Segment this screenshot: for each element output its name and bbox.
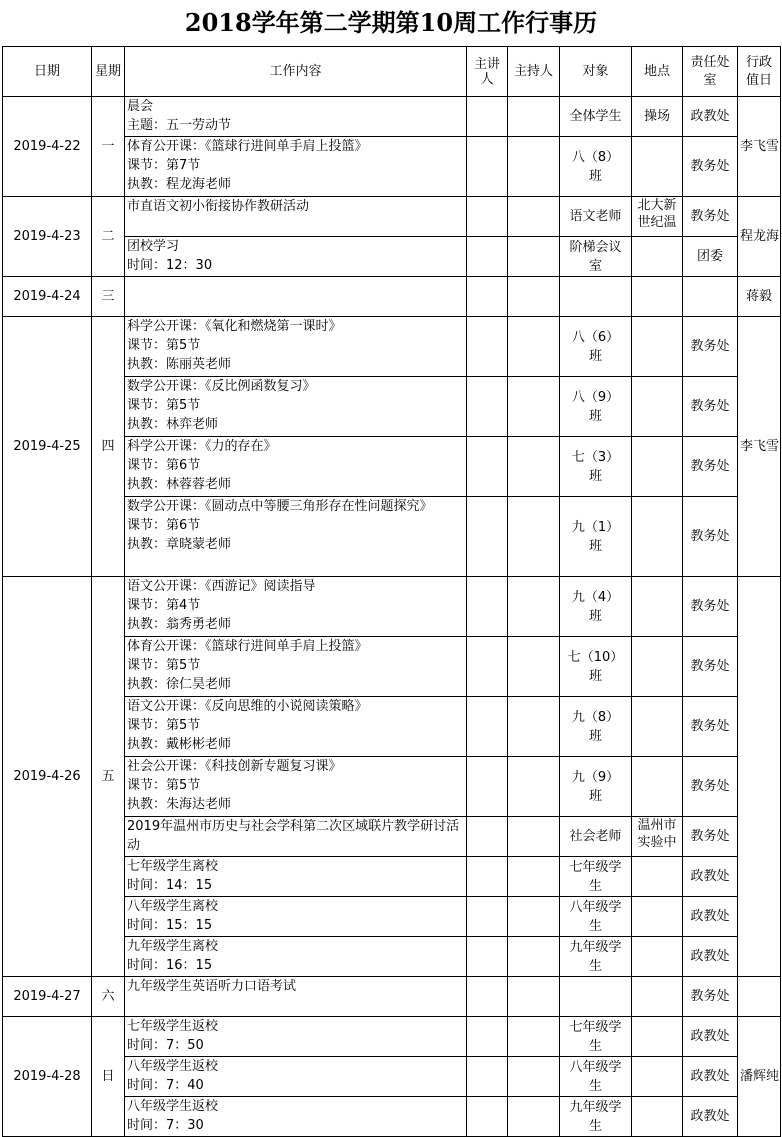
date-cell: 2019-4-28	[3, 1017, 92, 1137]
weekday-cell: 五	[92, 577, 125, 977]
dept-cell: 团委	[683, 237, 738, 277]
header-content: 工作内容	[125, 47, 467, 97]
date-cell: 2019-4-22	[3, 97, 92, 197]
content-cell	[125, 897, 467, 937]
target-cell	[560, 857, 632, 897]
date-cell: 2019-4-25	[3, 317, 92, 577]
content-line: 课节：第4节	[127, 598, 201, 613]
location-cell	[632, 137, 683, 197]
target-cell	[560, 1097, 632, 1137]
content-line: 时间：7：40	[127, 1078, 204, 1093]
content-line: 执教：林弈老师	[127, 417, 219, 432]
content-line: 七年级学生返校	[127, 1019, 219, 1034]
dept-cell: 教务处	[683, 137, 738, 197]
target-text: 九（4）班	[571, 589, 620, 624]
header-dept: 责任处室	[683, 47, 738, 97]
dept-cell: 教务处	[683, 377, 738, 437]
host-cell	[508, 697, 560, 757]
duty-cell: 李飞雪	[738, 97, 781, 197]
content-cell	[125, 757, 467, 817]
table-row	[3, 977, 781, 1017]
weekday-cell: 六	[92, 977, 125, 1017]
host-cell	[508, 97, 560, 137]
target-cell	[560, 137, 632, 197]
table-row	[3, 577, 781, 637]
host-cell	[508, 897, 560, 937]
host-cell	[508, 1057, 560, 1097]
dept-cell: 政教处	[683, 1097, 738, 1137]
target-cell	[560, 757, 632, 817]
speaker-cell	[467, 1017, 508, 1057]
content-line: 八年级学生返校	[127, 1099, 219, 1114]
target-text: 八（6）班	[571, 329, 620, 364]
dept-cell: 教务处	[683, 637, 738, 697]
target-text: 八年级学生	[569, 1059, 622, 1094]
duty-cell: 潘辉纯	[738, 1017, 781, 1137]
target-cell	[560, 317, 632, 377]
location-cell	[632, 377, 683, 437]
target-cell	[560, 277, 632, 317]
host-cell	[508, 497, 560, 577]
content-line: 九年级学生英语听力口语考试	[127, 979, 297, 994]
dept-cell: 教务处	[683, 697, 738, 757]
page-title: 2018学年第二学期第10周工作行事历	[184, 8, 598, 37]
content-cell	[125, 1057, 467, 1097]
host-cell	[508, 977, 560, 1017]
content-line: 课节：第6节	[127, 518, 201, 533]
host-cell	[508, 577, 560, 637]
location-cell	[632, 857, 683, 897]
content-cell	[125, 277, 467, 317]
weekday-cell: 一	[92, 97, 125, 197]
content-line: 课节：第5节	[127, 398, 201, 413]
speaker-cell	[467, 977, 508, 1017]
target-text: 七（10）班	[567, 649, 624, 684]
target-cell	[560, 937, 632, 977]
content-line: 体育公开课：《篮球行进间单手肩上投篮》	[127, 139, 368, 154]
target-cell	[560, 197, 632, 237]
speaker-cell	[467, 937, 508, 977]
location-cell	[632, 897, 683, 937]
content-line: 数学公开课：《圆动点中等腰三角形存在性问题探究》	[127, 499, 433, 514]
date-cell: 2019-4-26	[3, 577, 92, 977]
speaker-cell	[467, 277, 508, 317]
speaker-cell	[467, 317, 508, 377]
host-cell	[508, 937, 560, 977]
target-cell	[560, 897, 632, 937]
content-line: 执教：陈丽英老师	[127, 357, 232, 372]
target-text: 八（8）班	[571, 149, 620, 184]
target-cell	[560, 377, 632, 437]
content-line: 团校学习	[127, 239, 180, 254]
content-line: 八年级学生返校	[127, 1059, 219, 1074]
content-line: 2019年温州市历史与社会学科第二次区域联片教学研讨活动	[127, 819, 460, 853]
host-cell	[508, 437, 560, 497]
content-line: 八年级学生离校	[127, 899, 219, 914]
weekday-cell: 二	[92, 197, 125, 277]
speaker-cell	[467, 1057, 508, 1097]
dept-cell: 教务处	[683, 497, 738, 577]
content-cell	[125, 697, 467, 757]
content-line: 时间：12：30	[127, 258, 213, 273]
dept-cell: 政教处	[683, 937, 738, 977]
content-cell	[125, 317, 467, 377]
speaker-cell	[467, 697, 508, 757]
schedule-table	[2, 46, 781, 1137]
target-text: 阶梯会议室	[569, 239, 622, 274]
host-cell	[508, 757, 560, 817]
content-line: 时间：7：30	[127, 1118, 204, 1133]
target-text: 九年级学生	[569, 939, 622, 974]
content-line: 执教：章晓蒙老师	[127, 537, 232, 552]
location-cell	[632, 697, 683, 757]
location-cell	[632, 977, 683, 1017]
location-cell	[632, 937, 683, 977]
header-host: 主持人	[508, 47, 560, 97]
target-text: 九（9）班	[571, 769, 620, 804]
target-cell	[560, 437, 632, 497]
content-cell	[125, 817, 467, 857]
speaker-cell	[467, 817, 508, 857]
content-line: 社会公开课：《科技创新专题复习课》	[127, 759, 342, 774]
dept-cell: 教务处	[683, 317, 738, 377]
header-speaker: 主讲人	[467, 47, 508, 97]
target-cell	[560, 1057, 632, 1097]
location-cell	[632, 1097, 683, 1137]
content-line: 时间：16：15	[127, 958, 213, 973]
content-cell	[125, 437, 467, 497]
host-cell	[508, 277, 560, 317]
schedule-body	[3, 97, 781, 1137]
content-line: 语文公开课：《反向思维的小说阅读策略》	[127, 699, 368, 714]
date-cell: 2019-4-23	[3, 197, 92, 277]
target-cell	[560, 577, 632, 637]
location-cell	[632, 317, 683, 377]
location-cell	[632, 1017, 683, 1057]
speaker-cell	[467, 757, 508, 817]
dept-cell: 教务处	[683, 197, 738, 237]
content-line: 课节：第5节	[127, 338, 201, 353]
header-row	[3, 47, 781, 97]
dept-cell: 教务处	[683, 977, 738, 1017]
duty-cell: 蒋毅	[738, 277, 781, 317]
content-line: 时间：14：15	[127, 878, 213, 893]
table-row	[3, 277, 781, 317]
content-cell	[125, 937, 467, 977]
host-cell	[508, 1017, 560, 1057]
content-line: 课节：第7节	[127, 158, 201, 173]
host-cell	[508, 857, 560, 897]
speaker-cell	[467, 897, 508, 937]
weekday-cell: 日	[92, 1017, 125, 1137]
location-cell	[632, 577, 683, 637]
content-cell	[125, 1097, 467, 1137]
content-line: 课节：第6节	[127, 458, 201, 473]
content-cell	[125, 197, 467, 237]
speaker-cell	[467, 1097, 508, 1137]
target-text: 全体学生	[569, 109, 622, 124]
content-line: 体育公开课：《篮球行进间单手肩上投篮》	[127, 639, 368, 654]
dept-cell: 教务处	[683, 577, 738, 637]
content-line: 语文公开课：《西游记》阅读指导	[127, 579, 316, 594]
header-target: 对象	[560, 47, 632, 97]
speaker-cell	[467, 137, 508, 197]
location-cell	[632, 237, 683, 277]
host-cell	[508, 377, 560, 437]
location-cell	[632, 637, 683, 697]
target-text: 七年级学生	[569, 859, 622, 894]
host-cell	[508, 237, 560, 277]
target-text: 九（1）班	[571, 519, 620, 554]
dept-cell	[683, 277, 738, 317]
content-cell	[125, 1017, 467, 1057]
target-text: 八（9）班	[571, 389, 620, 424]
dept-cell: 政教处	[683, 1017, 738, 1057]
table-row	[3, 1017, 781, 1057]
content-line: 执教：戴彬彬老师	[127, 737, 232, 752]
location-cell	[632, 437, 683, 497]
content-line: 晨会	[127, 99, 154, 114]
duty-cell: 程龙海	[738, 197, 781, 277]
speaker-cell	[467, 637, 508, 697]
target-cell	[560, 237, 632, 277]
dept-cell: 教务处	[683, 757, 738, 817]
speaker-cell	[467, 97, 508, 137]
location-text: 操场	[643, 109, 670, 124]
content-line: 九年级学生离校	[127, 939, 219, 954]
target-cell	[560, 697, 632, 757]
content-line: 执教：程龙海老师	[127, 177, 232, 192]
header-weekday: 星期	[92, 47, 125, 97]
content-line: 科学公开课：《力的存在》	[127, 439, 277, 454]
duty-cell	[738, 977, 781, 1017]
content-cell	[125, 977, 467, 1017]
dept-cell: 教务处	[683, 817, 738, 857]
target-text: 七年级学生	[569, 1019, 622, 1054]
target-cell	[560, 977, 632, 1017]
date-cell: 2019-4-24	[3, 277, 92, 317]
content-line: 课节：第5节	[127, 778, 201, 793]
target-cell	[560, 817, 632, 857]
location-cell	[632, 97, 683, 137]
location-cell	[632, 817, 683, 857]
header-duty: 行政值日	[738, 47, 781, 97]
location-cell	[632, 1057, 683, 1097]
host-cell	[508, 137, 560, 197]
content-cell	[125, 137, 467, 197]
target-text: 社会老师	[569, 829, 622, 844]
speaker-cell	[467, 377, 508, 437]
speaker-cell	[467, 857, 508, 897]
table-row	[3, 197, 781, 237]
target-text: 语文老师	[569, 209, 622, 224]
duty-cell	[738, 577, 781, 977]
target-cell	[560, 497, 632, 577]
location-cell	[632, 277, 683, 317]
header-date: 日期	[3, 47, 92, 97]
location-cell	[632, 757, 683, 817]
location-text: 温州市实验中	[637, 818, 677, 850]
table-row	[3, 317, 781, 377]
content-line: 执教：翁秀勇老师	[127, 617, 232, 632]
content-line: 数学公开课：《反比例函数复习》	[127, 379, 316, 394]
content-cell	[125, 497, 467, 577]
speaker-cell	[467, 577, 508, 637]
host-cell	[508, 317, 560, 377]
content-line: 科学公开课：《氧化和燃烧第一课时》	[127, 319, 342, 334]
dept-cell: 政教处	[683, 897, 738, 937]
speaker-cell	[467, 197, 508, 237]
host-cell	[508, 1097, 560, 1137]
location-cell	[632, 497, 683, 577]
target-text: 七（3）班	[571, 449, 620, 484]
weekday-cell: 三	[92, 277, 125, 317]
speaker-cell	[467, 497, 508, 577]
content-cell	[125, 97, 467, 137]
content-line: 市直语文初小衔接协作教研活动	[127, 199, 310, 214]
host-cell	[508, 197, 560, 237]
target-text: 九年级学生	[569, 1099, 622, 1134]
content-line: 执教：徐仁昊老师	[127, 677, 232, 692]
location-text: 北大新世纪温	[637, 198, 677, 230]
content-line: 课节：第5节	[127, 658, 201, 673]
dept-cell: 政教处	[683, 857, 738, 897]
content-line: 课节：第5节	[127, 718, 201, 733]
content-cell	[125, 237, 467, 277]
target-text: 九（8）班	[571, 709, 620, 744]
content-line: 时间：15：15	[127, 918, 213, 933]
content-cell	[125, 857, 467, 897]
dept-cell: 政教处	[683, 1057, 738, 1097]
dept-cell: 教务处	[683, 437, 738, 497]
weekday-cell: 四	[92, 317, 125, 577]
duty-cell: 李飞雪	[738, 317, 781, 577]
content-cell	[125, 377, 467, 437]
header-location: 地点	[632, 47, 683, 97]
content-line: 执教：林蓉蓉老师	[127, 477, 232, 492]
target-cell	[560, 1017, 632, 1057]
target-cell	[560, 97, 632, 137]
target-text: 八年级学生	[569, 899, 622, 934]
host-cell	[508, 817, 560, 857]
content-line: 时间：7：50	[127, 1038, 204, 1053]
content-line: 主题：五一劳动节	[127, 118, 232, 133]
target-cell	[560, 637, 632, 697]
date-cell: 2019-4-27	[3, 977, 92, 1017]
content-cell	[125, 577, 467, 637]
content-line: 七年级学生离校	[127, 859, 219, 874]
speaker-cell	[467, 437, 508, 497]
host-cell	[508, 637, 560, 697]
content-cell	[125, 637, 467, 697]
speaker-cell	[467, 237, 508, 277]
content-line: 执教：朱海达老师	[127, 797, 232, 812]
dept-cell: 政教处	[683, 97, 738, 137]
location-cell	[632, 197, 683, 237]
table-row	[3, 97, 781, 137]
